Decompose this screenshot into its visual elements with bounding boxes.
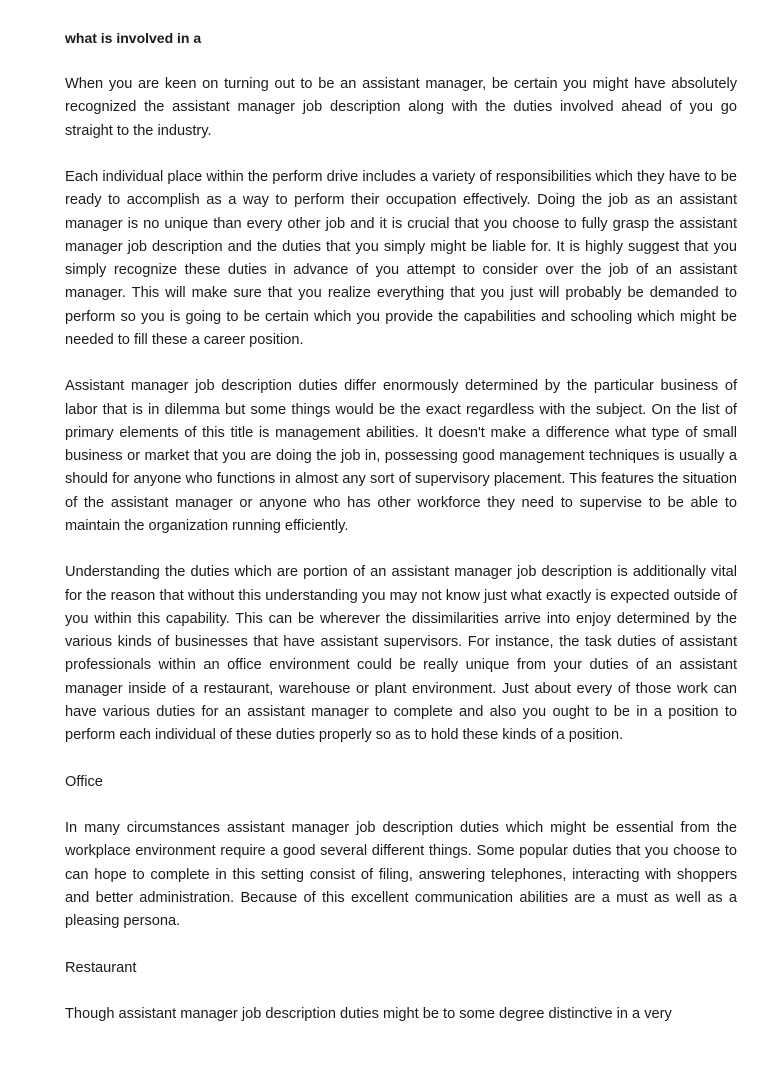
document-page xyxy=(65,27,737,1050)
paragraph-duties-differ: Assistant manager job description duties differ enormously determined by the particular business of labor that is in dilemma but some things would be the exact regardless with the subject. On the list of primary elements of this title is management abilities. It doesn't make a difference what type of small business or market that you are doing the job in, possessing good management techniques is usually a should for anyone who functions in almost any sort of supervisory placement. This features the situation of the assistant manager or anyone who has other workforce they need to supervise to be able to maintain the organization running efficiently. xyxy=(65,378,737,534)
document-title: what is involved in a xyxy=(65,30,202,46)
section-heading-restaurant: Restaurant xyxy=(65,959,137,976)
paragraph-understanding-duties: Understanding the duties which are portion of an assistant manager job description is additionally vital for the reason that without this understanding you may not know just what exactly is expected outside of you within this capability. This can be wherever the dissimilarities arrive into enjoy determined by the various kinds of businesses that have assistant supervisors. For instance, the task duties of assistant professionals within an office environment could be really unique from your duties of an assistant manager inside of a restaurant, warehouse or plant environment. Just about every of those work can have various duties for an assistant manager to complete and also you ought to be in a position to perform each individual of these duties properly so as to hold these kinds of a position. xyxy=(65,564,737,743)
paragraph-restaurant: Though assistant manager job description duties might be to some degree distinctive in a very xyxy=(65,1006,672,1022)
paragraph-intro: When you are keen on turning out to be an assistant manager, be certain you might have absolutely recognized the assistant manager job description along with the duties involved ahead of you go straight to the industry. xyxy=(65,76,737,139)
section-heading-office: Office xyxy=(65,773,103,790)
paragraph-office: In many circumstances assistant manager job description duties which might be essential from the workplace environment require a good several different things. Some popular duties that you choose to can hope to complete in this setting consist of filing, answering telephones, interacting with shoppers and better administration. Because of this excellent communication abilities are a must as well as a pleasing persona. xyxy=(65,820,737,929)
paragraph-responsibilities: Each individual place within the perform drive includes a variety of responsibilities which they have to be ready to accomplish as a way to perform their occupation effectively. Doing the job as an assistant manager is no unique than every other job and it is crucial that you choose to fully grasp the assistant manager job description and the duties that you simply might be liable for. It is highly suggest that you simply recognize these duties in advance of you attempt to consider over the job of an assistant manager. This will make sure that you realize everything that you just will probably be demanded to perform so you is going to be certain which you provide the capabilities and schooling which might be needed to fill these a career position. xyxy=(65,169,737,348)
